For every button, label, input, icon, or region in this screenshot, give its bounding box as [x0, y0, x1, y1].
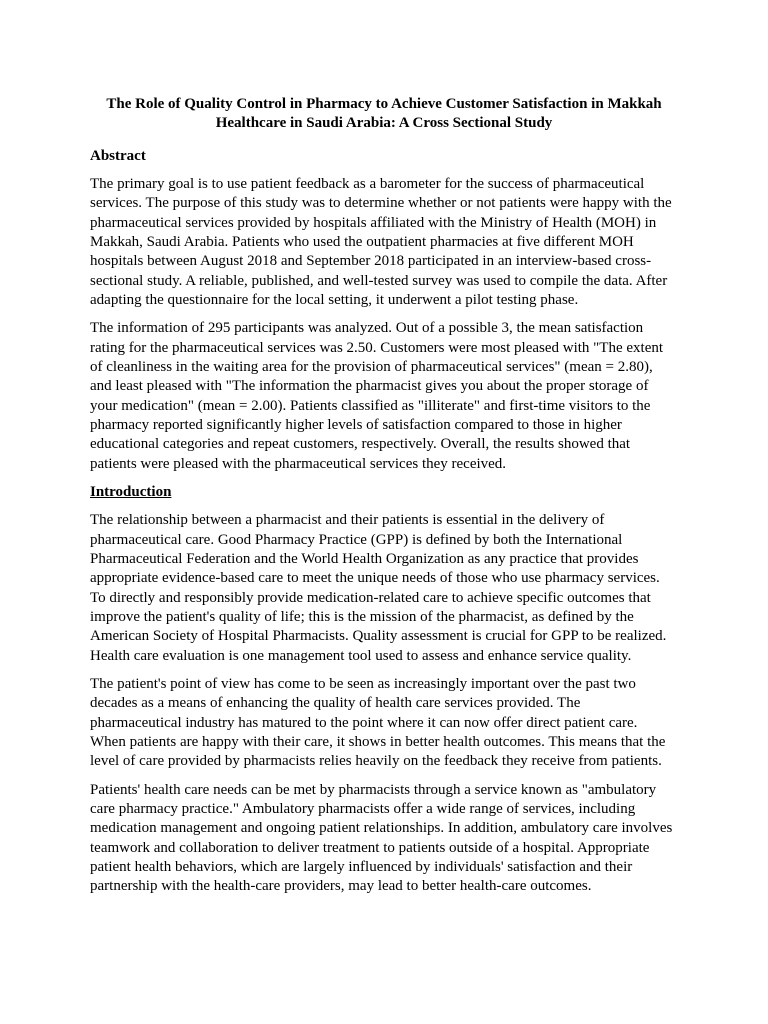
text-line: care pharmacy practice." Ambulatory pharmacists offer a wide range of services, including [90, 800, 636, 817]
title-line: The Role of Quality Control in Pharmacy to Achieve Customer Satisfaction in Makkah [106, 96, 662, 112]
text-line: hospitals between August 2018 and September 2018 participated in an interview-based cross- [90, 253, 652, 270]
text-line: To directly and responsibly provide medication-related care to achieve specific outcomes that [90, 589, 651, 606]
text-line: decades as a means of enhancing the quality of health care services provided. The [90, 695, 581, 712]
text-line: partnership with the health-care providers, may lead to better health-care outcomes. [90, 878, 592, 895]
text-line: and least pleased with "The information the pharmacist gives you about the proper storage of [90, 378, 649, 395]
abstract-heading: Abstract [90, 148, 146, 164]
text-line: medication management and ongoing patient relationships. In addition, ambulatory care involves [90, 820, 673, 837]
text-line: pharmaceutical care. Good Pharmacy Practice (GPP) is defined by both the International [90, 531, 623, 548]
paragraph [90, 511, 678, 666]
text-line: services. The purpose of this study was to determine whether or not patients were happy with the [90, 195, 672, 212]
text-line: Makkah, Saudi Arabia. Patients who used the outpatient pharmacies at five different MOH [90, 234, 634, 251]
text-line: level of care provided by pharmacists relies heavily on the feedback they receive from patients. [90, 753, 662, 770]
text-line: The relationship between a pharmacist and their patients is essential in the delivery of [90, 512, 605, 529]
text-line: Health care evaluation is one management tool used to assess and enhance service quality. [90, 647, 632, 664]
text-line: teamwork and collaboration to deliver treatment to patients outside of a hospital. Appropriate [90, 839, 650, 856]
text-line: educational categories and repeat customers, respectively. Overall, the results showed that [90, 436, 631, 453]
text-line: pharmaceutical services provided by hospitals affiliated with the Ministry of Health (MOH) in [90, 214, 657, 231]
introduction-section [90, 511, 678, 897]
text-line: The patient's point of view has come to be seen as increasingly important over the past two [90, 675, 636, 692]
text-line: rating for the pharmaceutical services was 2.50. Customers were most pleased with "The extent [90, 339, 664, 356]
text-line: sectional study. A reliable, published, and well-tested survey was used to compile the data. After [90, 272, 668, 289]
title-line: Healthcare in Saudi Arabia: A Cross Sectional Study [215, 115, 553, 131]
paragraph [90, 175, 678, 310]
text-line: The information of 295 participants was analyzed. Out of a possible 3, the mean satisfaction [90, 320, 644, 337]
paragraph [90, 675, 678, 772]
paragraph [90, 319, 678, 474]
abstract-section [90, 175, 678, 474]
text-line: patients were pleased with the pharmaceutical services they received. [90, 455, 507, 472]
text-line: Pharmaceutical Federation and the World Health Organization as any practice that provides [90, 550, 639, 567]
document-title [90, 95, 678, 133]
text-line: pharmaceutical industry has matured to the point where it can now offer direct patient care. [90, 714, 638, 731]
text-line: pharmacy reported significantly higher levels of satisfaction compared to those in higher [90, 417, 622, 434]
text-line: patient health behaviors, which are largely influenced by individuals' satisfaction and their [90, 859, 633, 875]
text-line: your medication" (mean = 2.00). Patients classified as "illiterate" and first-time visitors to the [90, 397, 651, 414]
paragraph [90, 781, 678, 897]
text-line: improve the patient's quality of life; this is the mission of the pharmacist, as defined by the [90, 608, 634, 625]
text-line: Patients' health care needs can be met by pharmacists through a service known as "ambulatory [90, 781, 657, 798]
text-line: of cleanliness in the waiting area for the provision of pharmaceutical services" (mean = 2.80), [90, 359, 653, 376]
text-line: When patients are happy with their care, it shows in better health outcomes. This means that the [90, 733, 666, 750]
text-line: The primary goal is to use patient feedback as a barometer for the success of pharmaceutical [90, 176, 645, 192]
introduction-heading: Introduction [90, 484, 172, 501]
text-line: appropriate evidence-based care to meet the unique needs of those who use pharmacy services. [90, 570, 660, 587]
text-line: adapting the questionnaire for the local setting, it underwent a pilot testing phase. [90, 292, 579, 309]
text-line: American Society of Hospital Pharmacists. Quality assessment is crucial for GPP to be realized. [90, 628, 667, 645]
